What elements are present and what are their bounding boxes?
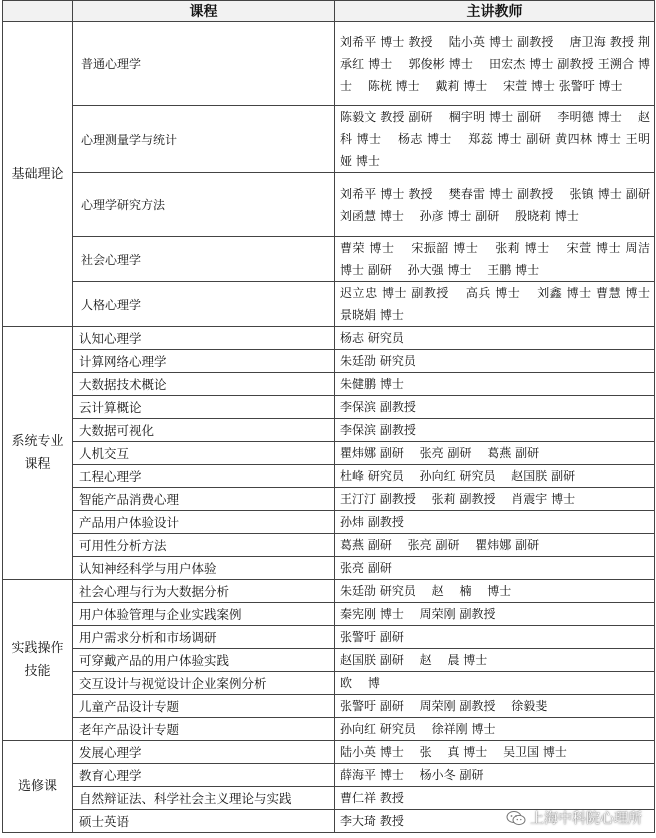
course-cell: 教育心理学: [73, 764, 335, 787]
course-cell: 产品用户体验设计: [73, 511, 335, 534]
course-cell: 认知神经科学与用户体验: [73, 557, 335, 580]
teacher-cell: 朱廷劭 研究员 赵 楠 博士: [335, 580, 655, 603]
header-teacher: 主讲教师: [335, 1, 655, 22]
teacher-cell: 王汀汀 副教授 张莉 副教授 肖震宇 博士: [335, 488, 655, 511]
course-cell: 心理测量学与统计: [73, 106, 335, 173]
table-row: [3, 603, 655, 626]
teacher-cell: 薛海平 博士 杨小冬 副研: [335, 764, 655, 787]
teacher-cell: 瞿炜娜 副研 张亮 副研 葛燕 副研: [335, 442, 655, 465]
course-cell: 硕士英语: [73, 810, 335, 833]
table-row: [3, 787, 655, 810]
header-course: 课程: [73, 1, 335, 22]
table-row: [3, 488, 655, 511]
teacher-cell: 陈毅文 教授 副研 棡宇明 博士 副研 李明德 博士 赵科 博士 杨志 博士 郑蕊 博士 副研 黄四林 博士 王明娅 博士: [335, 106, 655, 173]
teacher-cell: 赵国朕 副研 赵 晨 博士: [335, 649, 655, 672]
teacher-cell: 张亮 副研: [335, 557, 655, 580]
course-cell: 普通心理学: [73, 22, 335, 106]
teacher-cell: 孙炜 副教授: [335, 511, 655, 534]
teacher-cell: 李大琦 教授: [335, 810, 655, 833]
course-cell: 可用性分析方法: [73, 534, 335, 557]
teacher-cell: 欧 博: [335, 672, 655, 695]
table-row: [3, 465, 655, 488]
table-row: [3, 649, 655, 672]
teacher-cell: 杜峰 研究员 孙向红 研究员 赵国朕 副研: [335, 465, 655, 488]
watermark: [506, 808, 642, 828]
table-row: [3, 718, 655, 741]
teacher-cell: 孙向红 研究员 徐祥刚 博士: [335, 718, 655, 741]
table-row: [3, 373, 655, 396]
table-row: [3, 764, 655, 787]
teacher-cell: 李保滨 副教授: [335, 396, 655, 419]
course-cell: 用户需求分析和市场调研: [73, 626, 335, 649]
table-row: [3, 626, 655, 649]
table-row: [3, 396, 655, 419]
course-cell: 计算网络心理学: [73, 350, 335, 373]
course-cell: 用户体验管理与企业实践案例: [73, 603, 335, 626]
category-cell: 实践操作技能: [3, 580, 73, 741]
teacher-cell: 张警吁 副研: [335, 626, 655, 649]
table-row: [3, 442, 655, 465]
wechat-icon: [506, 810, 526, 826]
header-row: [3, 1, 655, 22]
course-cell: 云计算概论: [73, 396, 335, 419]
course-cell: 可穿戴产品的用户体验实践: [73, 649, 335, 672]
category-cell: 基础理论: [3, 22, 73, 327]
teacher-cell: 李保滨 副教授: [335, 419, 655, 442]
table-row: [3, 327, 655, 350]
course-cell: 老年产品设计专题: [73, 718, 335, 741]
course-cell: 人机交互: [73, 442, 335, 465]
teacher-cell: 陆小英 博士 张 真 博士 吴卫国 博士: [335, 741, 655, 764]
course-cell: 发展心理学: [73, 741, 335, 764]
teacher-cell: 朱健鹏 博士: [335, 373, 655, 396]
table-row: [3, 534, 655, 557]
course-cell: 大数据技术概论: [73, 373, 335, 396]
table-body: [3, 22, 655, 833]
category-cell: 选修课: [3, 741, 73, 833]
table-row: [3, 557, 655, 580]
table-row: [3, 22, 655, 106]
teacher-cell: 刘希平 博士 教授 樊春雷 博士 副教授 张镇 博士 副研 刘函慧 博士 孙彦 博士 副研 殷晓莉 博士: [335, 173, 655, 237]
header-corner: [3, 1, 73, 22]
table-row: [3, 350, 655, 373]
category-cell: 系统专业课程: [3, 327, 73, 580]
course-cell: 认知心理学: [73, 327, 335, 350]
course-cell: 大数据可视化: [73, 419, 335, 442]
teacher-cell: 迟立忠 博士 副教授 高兵 博士 刘鑫 博士 曹慧 博士 景晓娟 博士: [335, 282, 655, 327]
course-cell: 工程心理学: [73, 465, 335, 488]
teacher-cell: 朱廷劭 研究员: [335, 350, 655, 373]
teacher-cell: 刘希平 博士 教授 陆小英 博士 副教授 唐卫海 教授 荆承红 博士 郭俊彬 博士 田宏杰 博士 副教授 王溯合 博士 陈桄 博士 戴莉 博士 宋萱 博士 张警吁 博士: [335, 22, 655, 106]
table-row: [3, 672, 655, 695]
watermark-text: 上海中科院心理所: [530, 811, 642, 827]
course-cell: 儿童产品设计专题: [73, 695, 335, 718]
table-row: [3, 173, 655, 237]
course-cell: 人格心理学: [73, 282, 335, 327]
teacher-cell: 曹荣 博士 宋振韶 博士 张莉 博士 宋萱 博士 周洁 博士 副研 孙大强 博士 王鹏 博士: [335, 237, 655, 282]
table-row: [3, 695, 655, 718]
course-cell: 交互设计与视觉设计企业案例分析: [73, 672, 335, 695]
table-row: [3, 106, 655, 173]
table-row: [3, 580, 655, 603]
table-row: [3, 741, 655, 764]
course-cell: 自然辩证法、科学社会主义理论与实践: [73, 787, 335, 810]
course-cell: 心理学研究方法: [73, 173, 335, 237]
table-row: [3, 419, 655, 442]
teacher-cell: 曹仁祥 教授: [335, 787, 655, 810]
course-cell: 智能产品消费心理: [73, 488, 335, 511]
course-cell: 社会心理与行为大数据分析: [73, 580, 335, 603]
course-table: [2, 0, 655, 833]
teacher-cell: 葛燕 副研 张亮 副研 瞿炜娜 副研: [335, 534, 655, 557]
table-row: [3, 511, 655, 534]
teacher-cell: 杨志 研究员: [335, 327, 655, 350]
teacher-cell: 张警吁 副研 周荣刚 副教授 徐毅斐: [335, 695, 655, 718]
teacher-cell: 秦宪刚 博士 周荣刚 副教授: [335, 603, 655, 626]
table-row: [3, 237, 655, 282]
table-row: [3, 282, 655, 327]
course-cell: 社会心理学: [73, 237, 335, 282]
